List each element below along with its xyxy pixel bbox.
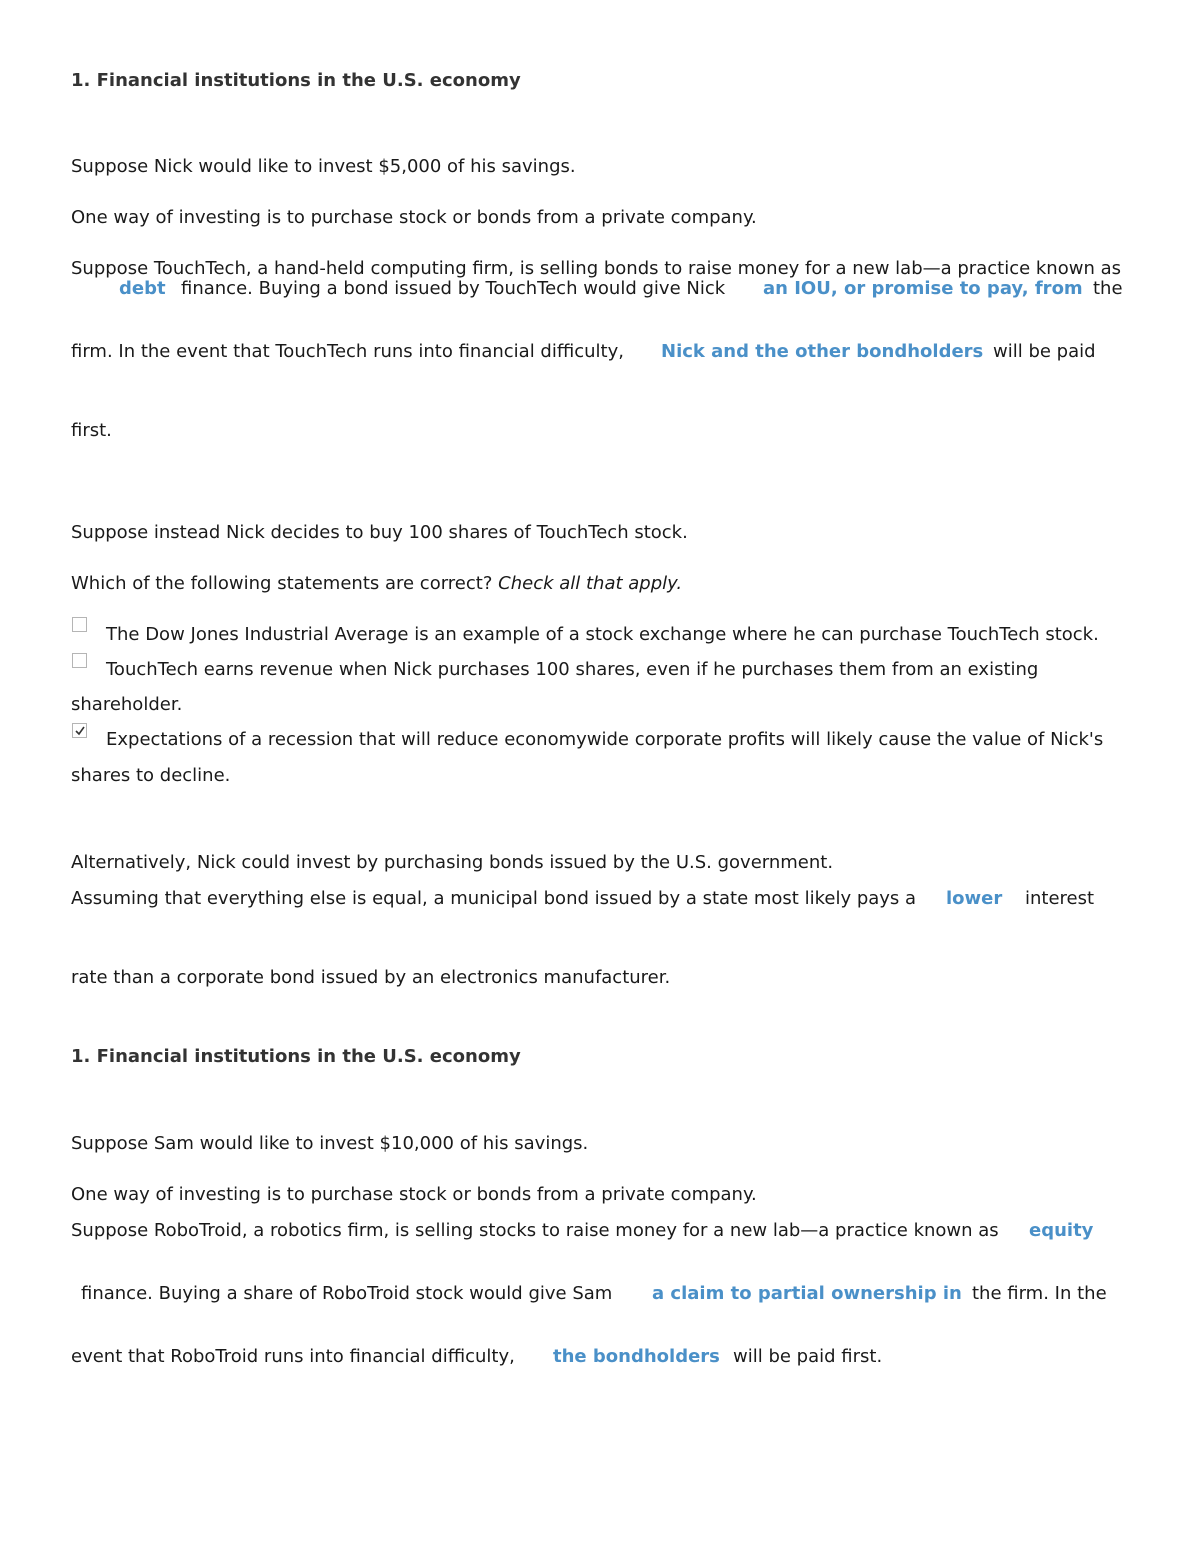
section1-para-line3: firm. In the event that TouchTech runs into financial difficulty, [71,341,624,362]
section2-para-line3a: event that RoboTroid runs into financial difficulty, [71,1346,515,1367]
section1-alt-line2: Assuming that everything else is equal, a municipal bond issued by a state most likely pays a [71,888,917,909]
blank-finance-type-answer[interactable]: debt [119,278,166,299]
section1-para-the: the [1093,278,1123,299]
blank-rate-answer[interactable]: lower [946,888,1003,909]
blank-give-answer-2[interactable]: a claim to partial ownership in [652,1283,962,1304]
section1-para-paid: will be paid [993,341,1096,362]
checkmark-icon [74,725,86,737]
section1-alt-line1: Alternatively, Nick could invest by purchasing bonds issued by the U.S. government. [71,852,834,873]
section2-para-line1: Suppose RoboTroid, a robotics firm, is selling stocks to raise money for a new lab—a practice known as [71,1220,999,1241]
option-3-label-cont: shares to decline. [71,765,231,786]
blank-give-answer[interactable]: an IOU, or promise to pay, from [763,278,1083,299]
section1-para-first: first. [71,420,112,441]
section1-stock-intro: Suppose instead Nick decides to buy 100 shares of TouchTech stock. [71,522,688,543]
section1-para-mid1: finance. Buying a bond issued by TouchTech would give Nick [181,278,726,299]
section1-alt-line3: rate than a corporate bond issued by an electronics manufacturer. [71,967,671,988]
question-hint: Check all that apply. [498,573,683,594]
option-3-checkbox[interactable] [72,723,87,738]
section2-para-line3b: will be paid first. [733,1346,883,1367]
option-3-label: Expectations of a recession that will reduce economywide corporate profits will likely cause the value of Nick's [106,729,1104,750]
section2-para-line2b: the firm. In the [972,1283,1107,1304]
section2-intro-savings: Suppose Sam would like to invest $10,000 of his savings. [71,1133,589,1154]
blank-paid-answer-2[interactable]: the bondholders [553,1346,720,1367]
option-2-checkbox[interactable] [72,653,87,668]
option-1-label: The Dow Jones Industrial Average is an example of a stock exchange where he can purchase TouchTech stock. [106,624,1099,645]
section1-intro-investing: One way of investing is to purchase stock or bonds from a private company. [71,207,757,228]
option-1-checkbox[interactable] [72,617,87,632]
question-text: Which of the following statements are correct? [71,573,493,594]
option-2-label: TouchTech earns revenue when Nick purchases 100 shares, even if he purchases them from an existing [106,659,1039,680]
blank-finance-type-answer-2[interactable]: equity [1029,1220,1094,1241]
blank-paid-answer[interactable]: Nick and the other bondholders [661,341,984,362]
section2-para-line2a: finance. Buying a share of RoboTroid stock would give Sam [81,1283,613,1304]
section1-para-line1: Suppose TouchTech, a hand-held computing firm, is selling bonds to raise money for a new lab—a practice known as [71,258,1121,279]
section1-heading: 1. Financial institutions in the U.S. economy [71,70,521,91]
section1-alt-interest: interest [1025,888,1095,909]
option-2-label-cont: shareholder. [71,694,183,715]
section2-heading: 1. Financial institutions in the U.S. economy [71,1046,521,1067]
section1-intro-savings: Suppose Nick would like to invest $5,000 of his savings. [71,156,576,177]
question-prompt [71,575,682,593]
section2-intro-investing: One way of investing is to purchase stock or bonds from a private company. [71,1184,757,1205]
